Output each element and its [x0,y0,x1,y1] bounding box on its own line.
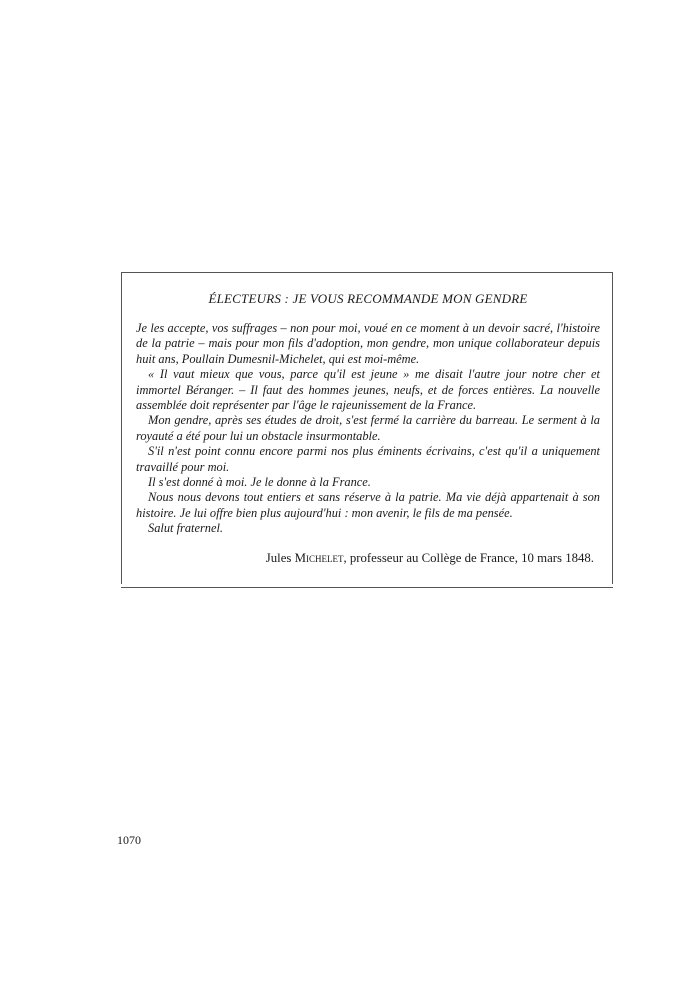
signature-line [136,551,600,566]
document-title: ÉLECTEURS : JE VOUS RECOMMANDE MON GENDRE [208,291,528,306]
signature-last-name: Michelet [294,550,344,565]
frame-bottom-rule [121,587,613,588]
paragraph: Je les accepte, vos suffrages – non pour moi, voué en ce moment à un devoir sacré, l'histoire de la patrie – mais pour mon fils d'adoption, mon gendre, mon unique collaborateur depuis huit ans, Poullain Dumesnil-Michelet, qui est moi-même. [136,321,600,366]
paragraph: Il s'est donné à moi. Je le donne à la France. [148,475,371,490]
page-number: 1070 [117,833,141,847]
text-frame-content [136,291,600,566]
paragraph: Nous nous devons tout entiers et sans réserve à la patrie. Ma vie déjà appartenait à son histoire. Je lui offre bien plus aujourd'hui : mon avenir, le fils de ma pensée. [136,490,600,520]
closing-salutation: Salut fraternel. [148,521,224,536]
paragraph: S'il n'est point connu encore parmi nos plus éminents écrivains, c'est qu'il a uniquement travaillé pour moi. [136,444,600,474]
paragraph: Mon gendre, après ses études de droit, s'est fermé la carrière du barreau. Le serment à la royauté a été pour lui un obstacle insurmontable. [136,413,600,443]
signature-details: , professeur au Collège de France, 10 mars 1848. [343,550,594,565]
paragraph: « Il vaut mieux que vous, parce qu'il est jeune » me disait l'autre jour notre cher et immortel Béranger. – Il faut des hommes jeunes, neufs, et de forces entières. La nouvelle assemblée doit représenter par l'âge le rajeunissement de la France. [136,367,600,413]
signature-first-name: Jules [265,550,292,565]
text-frame [121,272,613,584]
